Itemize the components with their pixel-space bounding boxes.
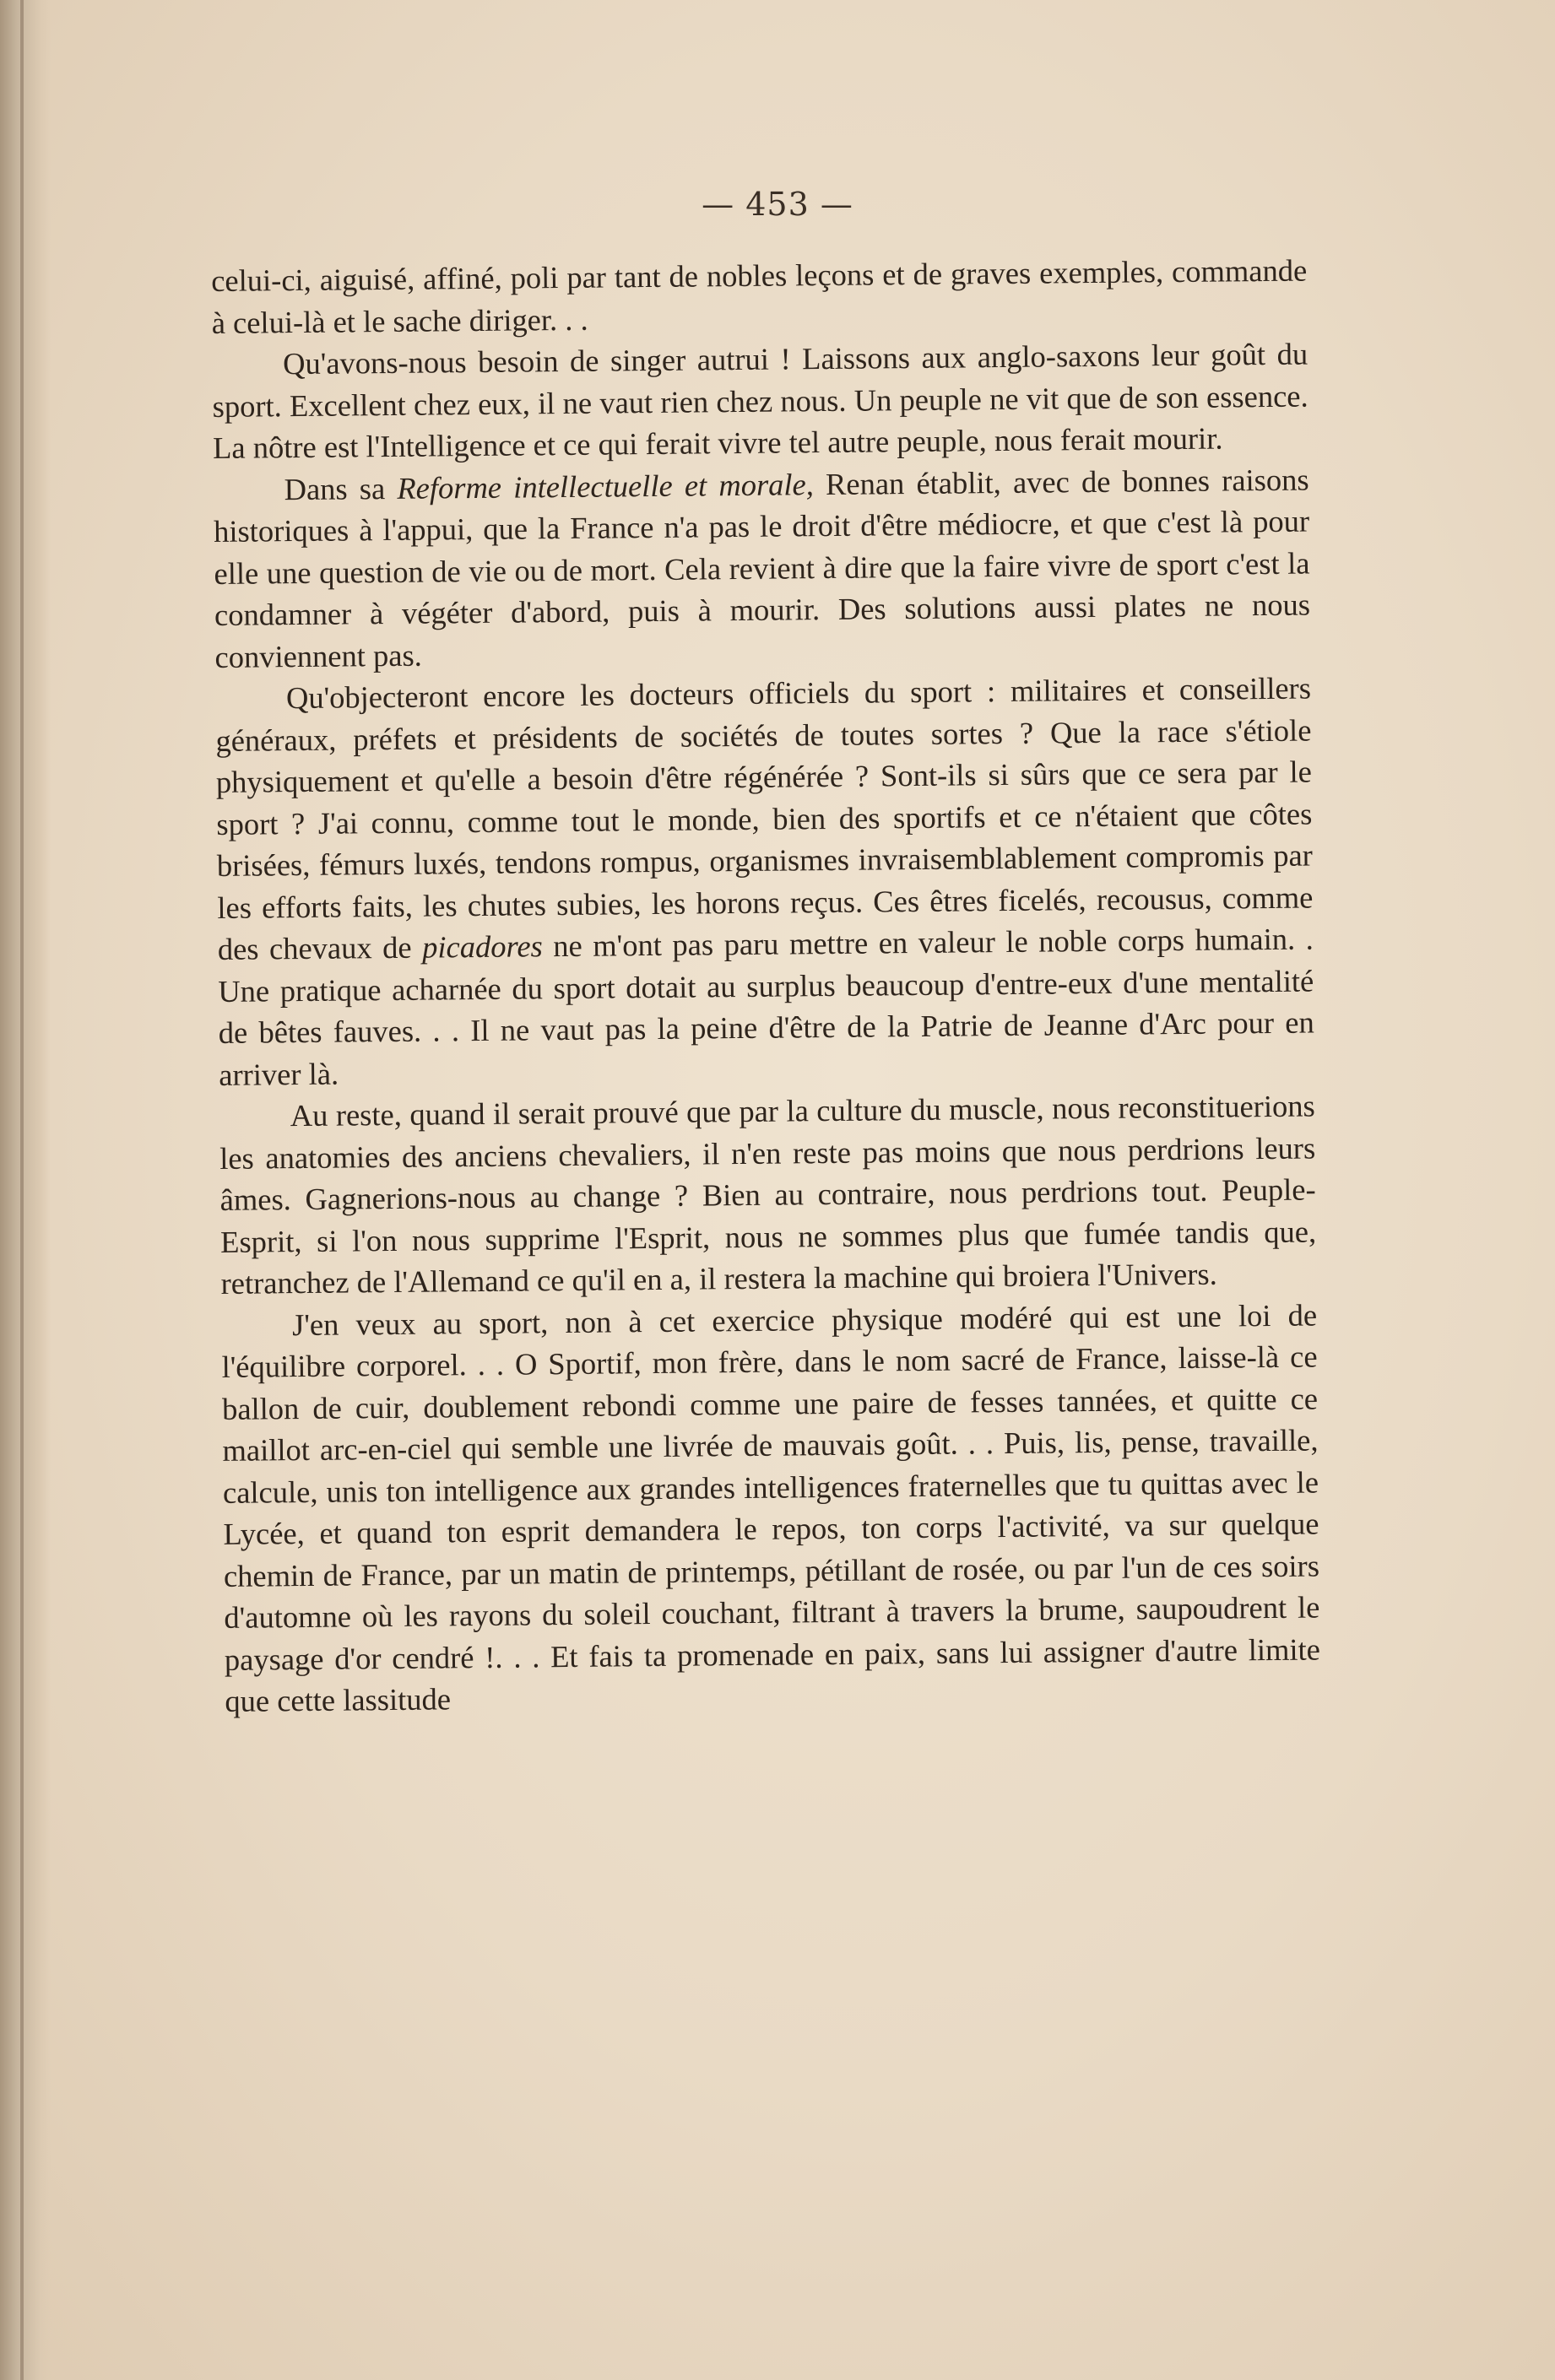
paragraph-3-text-after: Renan établit, avec de bonnes raisons historiques à l'appui, que la France n'a pas le droit d'être médiocre, et que c'est là pour elle une question de vie ou de mort. Cela revient à dire que la faire vivre de sport c'est la condamner à végéter d'abord, puis à mourir. Des solutions aussi plates ne nous conviennent pas. (213, 462, 1311, 674)
paragraph-4-text-after: ne m'ont pas paru mettre en valeur le noble corps humain. . Une pratique acharnée du sport dotait au surplus beaucoup d'entre-eux d'une mentalité de bêtes fauves. . . Il ne vaut pas la peine d'être de la Patrie de Jeanne d'Arc pour en arriver là. (218, 921, 1314, 1092)
binding-edge (20, 0, 24, 2380)
body-text (211, 250, 1321, 1723)
paragraph-2: Qu'avons-nous besoin de singer autrui ! Laissons aux anglo-saxons leur goût du sport. Excellent chez eux, il ne vaut rien chez nous. Un peuple ne vit que de son essence. La nôtre est l'Intelligence et ce qui ferait vivre tel autre peuple, nous ferait mourir. (212, 336, 1308, 465)
paragraph-5: Au reste, quand il serait prouvé que par la culture du muscle, nous reconstituerions les anatomies des anciens chevaliers, il n'en reste pas moins que nous perdrions leurs âmes. Gagnerions-nous au change ? Bien au contraire, nous perdrions tout. Peuple-Esprit, si l'on nous supprime l'Esprit, nous ne sommes plus que fumée tandis que, retranchez de l'Allemand ce qu'il en a, il restera la machine qui broiera l'Univers. (219, 1088, 1317, 1301)
page-spine-shadow (0, 0, 51, 2380)
paragraph-3-text-before: Dans sa (284, 470, 398, 506)
page-number: — 453 — (702, 186, 853, 223)
paragraph-4 (215, 668, 1315, 1095)
paragraph-1: celui-ci, aiguisé, affiné, poli par tant de nobles leçons et de graves exemples, commande à celui-là et le sache diriger. . . (211, 252, 1308, 340)
paragraph-4-text-before: Qu'objecteront encore les docteurs officiels du sport : militaires et conseillers généraux, préfets et présidents de sociétés de toutes sortes ? Que la race s'étiole physiquement et qu'elle a besoin d'être régénérée ? Sont-ils si sûrs que ce sera par le sport ? J'ai connu, comme tout le monde, bien des sportifs et ce n'étaient que côtes brisées, fémurs luxés, tendons rompus, organismes invraisemblablement compromis par les efforts faits, les chutes subies, les horons reçus. Ces êtres ficelés, recousus, comme des chevaux de (215, 670, 1314, 966)
paragraph-3 (213, 458, 1310, 678)
paragraph-6: J'en veux au sport, non à cet exercice physique modéré qui est une loi de l'équilibre corporel. . . O Sportif, mon frère, dans le nom sacré de France, laisse-là ce ballon de cuir, doublement rebondi comme une paire de fesses tannées, et quitte ce maillot arc-en-ciel qui semble une livrée de mauvais goût. . . Puis, lis, pense, travaille, calcule, unis ton intelligence aux grandes intelligences fraternelles que tu quittas avec le Lycée, et quand ton esprit demandera le repos, ton corps l'activité, va sur quelque chemin de France, par un matin de printemps, pétillant de rosée, ou par l'un de ces soirs d'automne où les rayons du soleil couchant, filtrant à travers la brume, saupoudrent le paysage d'or cendré !. . . Et fais ta promenade en paix, sans lui assigner d'autre limite que cette lassitude (221, 1296, 1321, 1718)
book-title-italic: Reforme intellectuelle et morale, (397, 466, 815, 506)
picadores-italic: picadores (421, 928, 543, 965)
